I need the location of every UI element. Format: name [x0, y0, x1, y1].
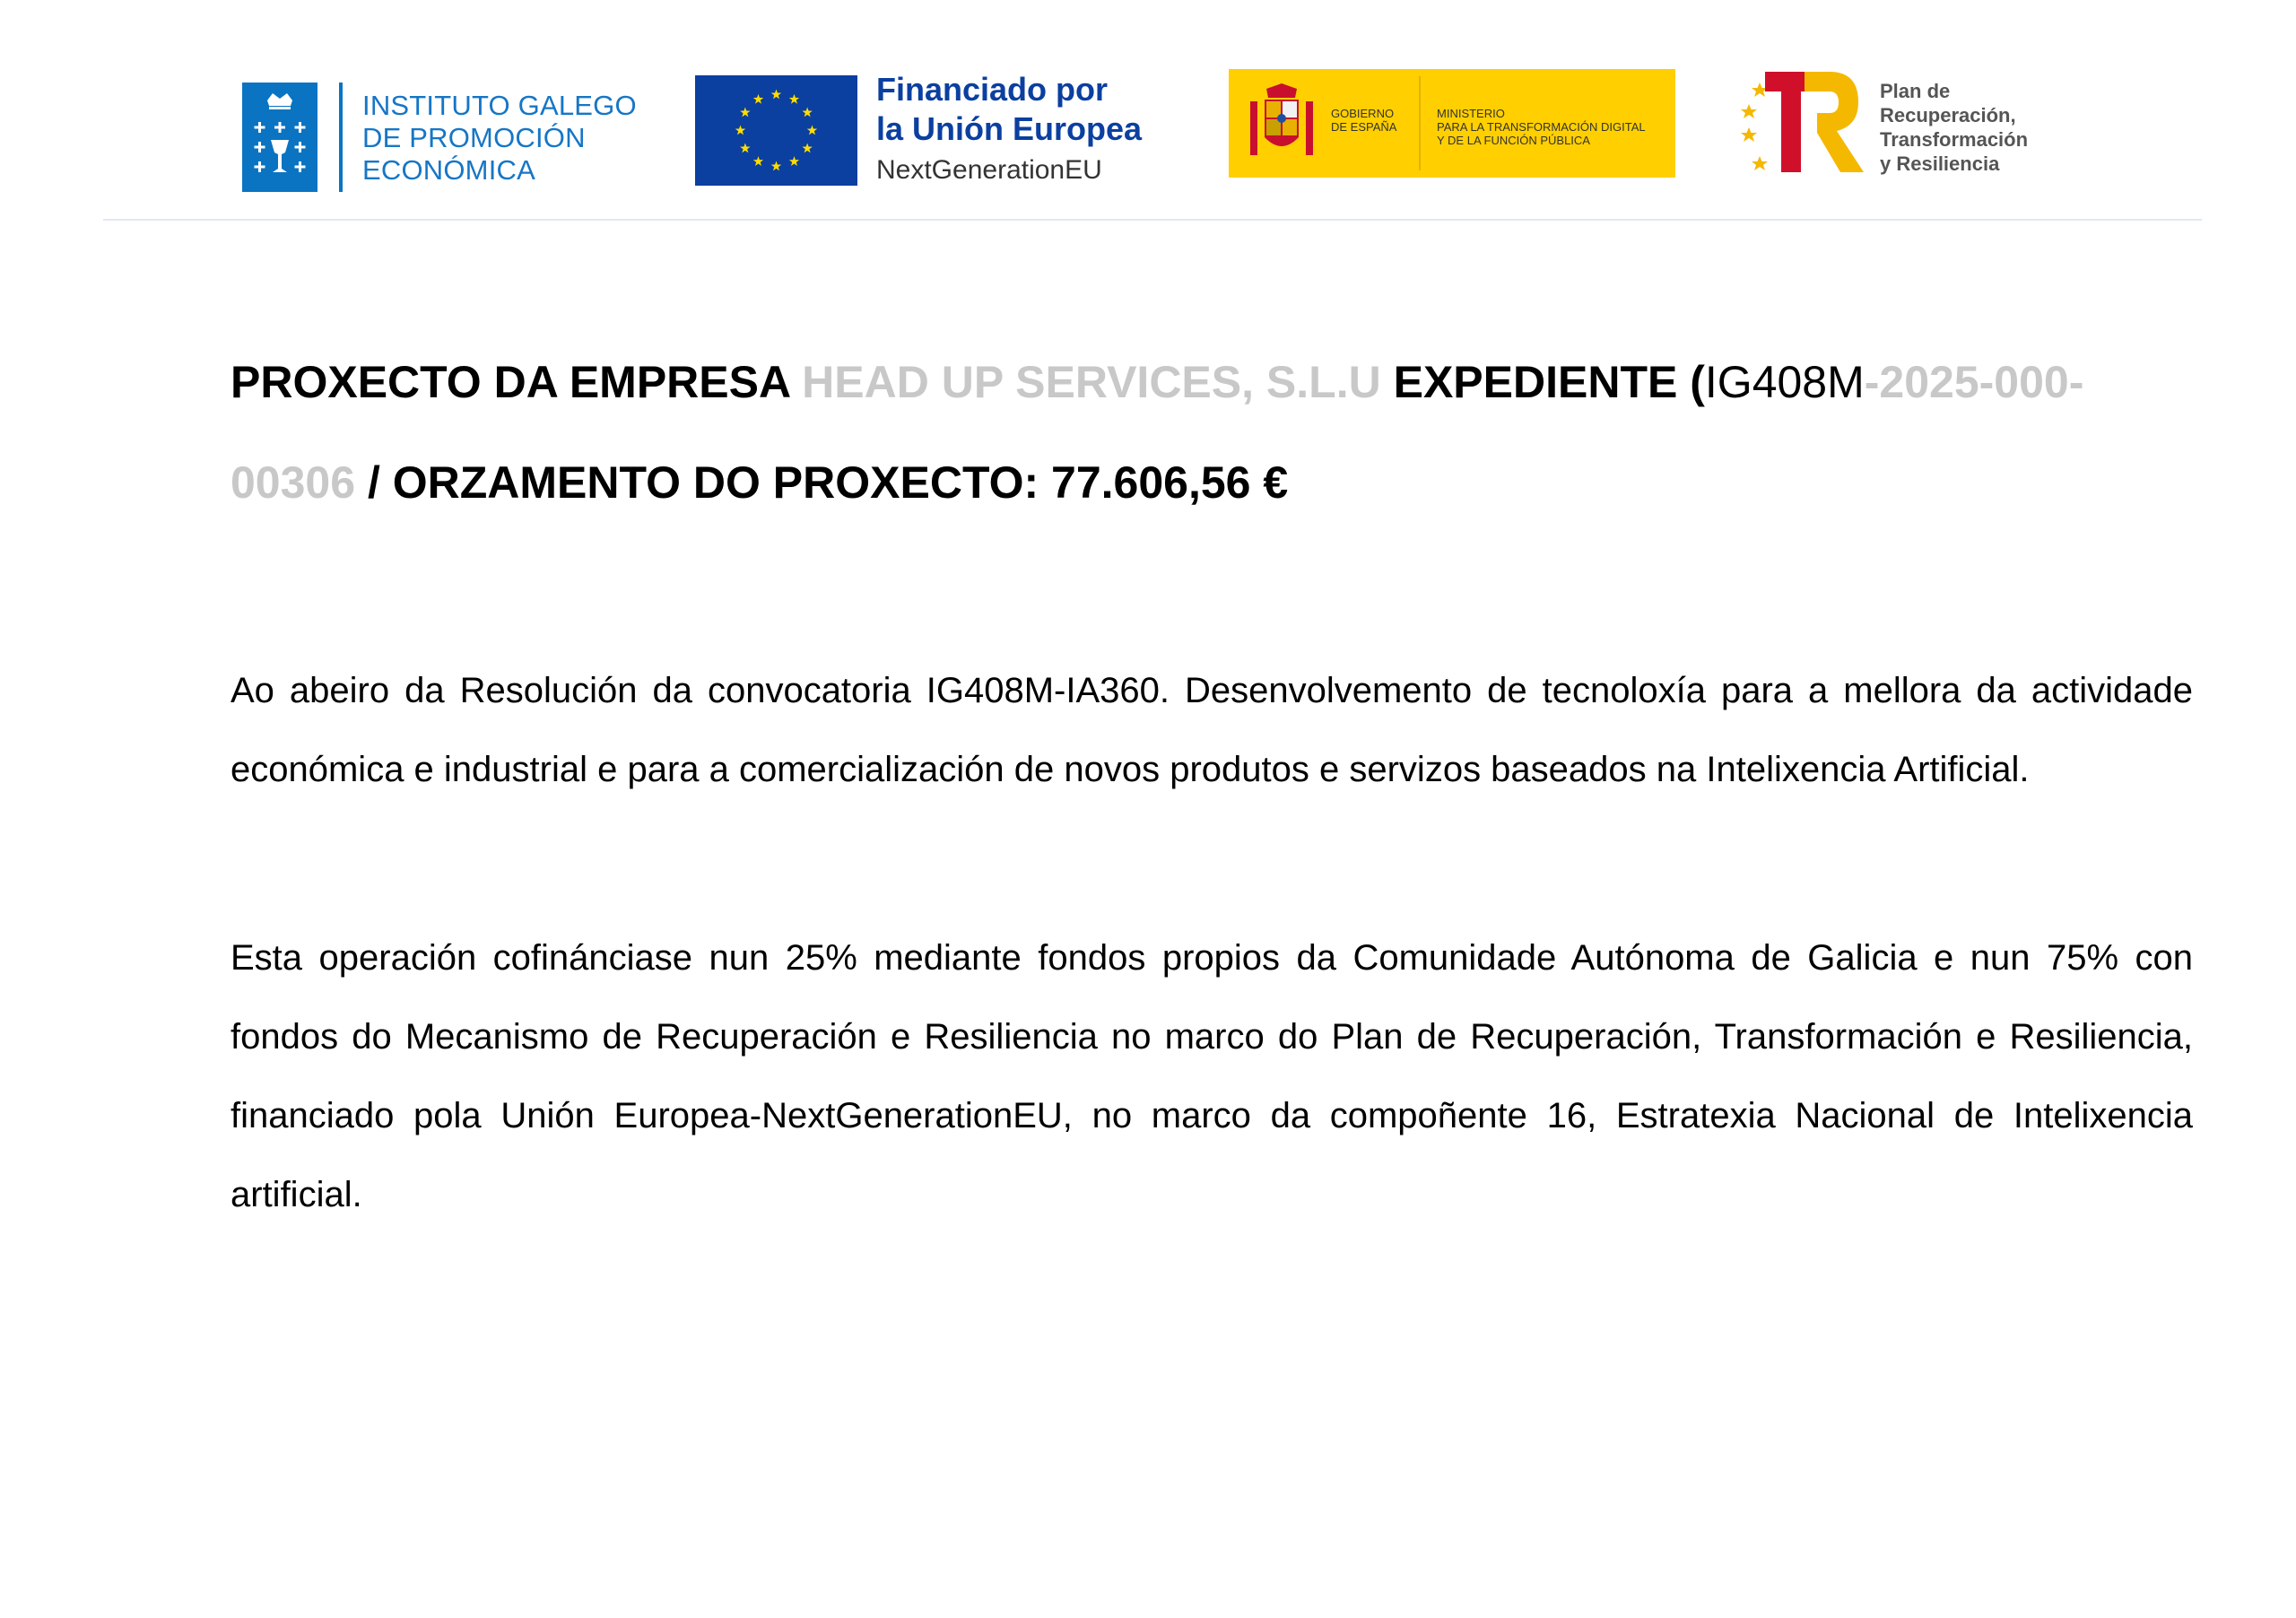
prtr-text — [1880, 79, 2077, 176]
expediente-code-rest: -2025-000-00306 — [230, 357, 2084, 508]
cofinancing-paragraph: Esta operación cofinánciase nun 25% mediante fondos propios da Comunidade Autónoma de Galicia e nun 75% con fondos do Mecanismo de Recuperación e Resiliencia no marco do Plan de Recuperación, Transformación e Resiliencia, financiado pola Unión Europea-NextGenerationEU, no marco da compoñente 16, Estratexia Nacional de Intelixencia artificial. — [230, 938, 2193, 1214]
spain-coat-of-arms-icon — [1247, 82, 1317, 168]
title-prefix: PROXECTO DA EMPRESA — [230, 357, 790, 407]
header-divider — [103, 219, 2202, 221]
igape-line1: INSTITUTO GALEGO — [362, 90, 637, 121]
prtr-logo — [1740, 70, 2063, 178]
gobierno-label — [1331, 107, 1396, 134]
prtr-line4: y Resiliencia — [1880, 152, 2000, 175]
prtr-line2: Recuperación, — [1880, 104, 2016, 126]
budget-label: / ORZAMENTO DO PROXECTO: 77.606,56 € — [355, 457, 1289, 508]
igape-line2: DE PROMOCIÓN — [362, 122, 586, 153]
eu-line1: Financiado por — [876, 71, 1109, 108]
gobierno-line1: GOBIERNO — [1331, 107, 1395, 120]
eu-line2: la Unión Europea — [876, 110, 1143, 147]
project-title — [230, 332, 2193, 533]
expediente-label: EXPEDIENTE ( — [1393, 357, 1705, 407]
ministerio-line1: MINISTERIO — [1437, 107, 1505, 120]
company-name: HEAD UP SERVICES, S.L.U — [802, 357, 1381, 407]
gobierno-logo — [1229, 69, 1675, 178]
igape-divider — [339, 83, 343, 192]
eu-flag-icon — [695, 75, 857, 186]
resolution-paragraph: Ao abeiro da Resolución da convocatoria IG408M-IA360. Desenvolvemento de tecnoloxía para a mellora da actividade económica e industrial e para a comercialización de novos produtos e servizos baseados na Intelixencia Artificial. — [230, 671, 2193, 789]
prtr-tr-mark-icon — [1740, 70, 1866, 178]
ministerio-line2: PARA LA TRANSFORMACIÓN DIGITAL — [1437, 120, 1646, 134]
galicia-shield-icon — [242, 83, 317, 192]
prtr-line1: Plan de — [1880, 80, 1951, 102]
prtr-line3: Transformación — [1880, 128, 2029, 151]
eu-text — [876, 70, 1181, 190]
logo-header — [0, 0, 2296, 224]
gobierno-line2: DE ESPAÑA — [1331, 120, 1397, 134]
document-body — [230, 332, 2193, 1234]
ministerio-line3: Y DE LA FUNCIÓN PÚBLICA — [1437, 134, 1590, 147]
expediente-code-start: IG408M — [1704, 357, 1865, 407]
ministerio-label — [1437, 107, 1646, 147]
igape-line3: ECONÓMICA — [362, 154, 535, 186]
gobierno-divider — [1419, 76, 1421, 170]
eu-line3: NextGenerationEU — [876, 155, 1102, 185]
igape-name — [362, 90, 649, 187]
